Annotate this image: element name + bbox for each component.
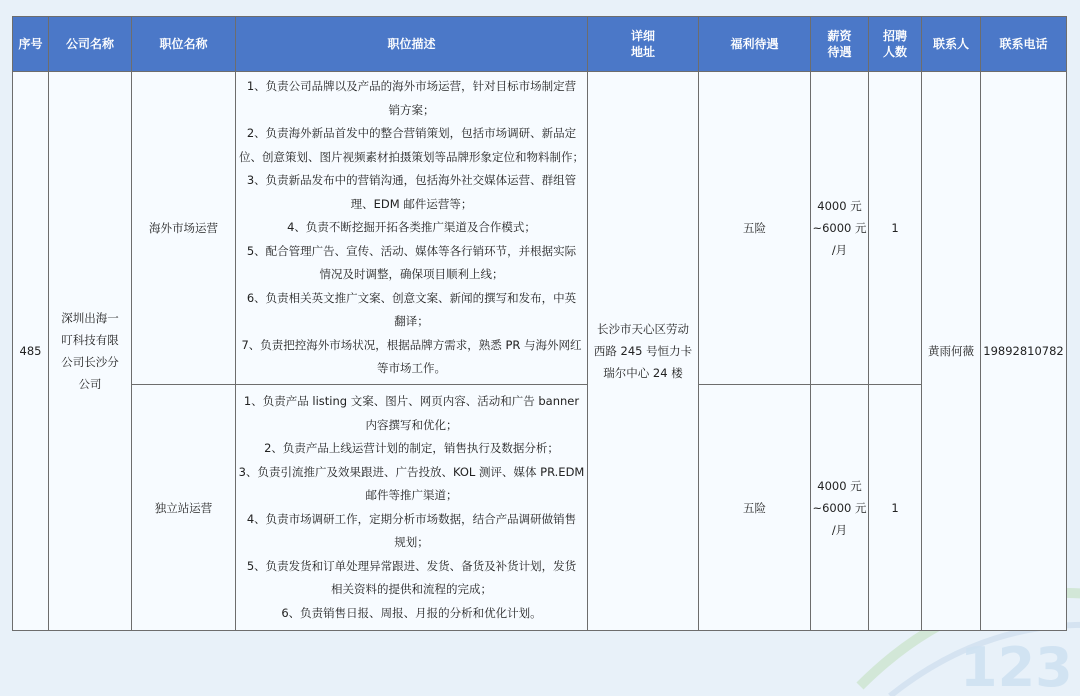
description-line: 6、负责销售日报、周报、月报的分析和优化计划。: [281, 605, 542, 620]
description-line: 4、负责不断挖掘开拓各类推广渠道及合作模式；: [287, 220, 536, 235]
job-headcount: 1: [869, 72, 922, 385]
job-benefits: 五险: [699, 385, 811, 631]
job-description: [236, 72, 588, 385]
header-phone: 联系电话: [981, 17, 1067, 72]
description-line: 4、负责市场调研工作，定期分析市场数据，结合产品调研做销售: [246, 511, 577, 526]
description-line: 销方案；: [388, 102, 435, 117]
description-line: 规划；: [394, 535, 429, 549]
job-salary: 4000 元 ~6000 元 /月: [811, 385, 869, 631]
record-company: 深圳出海一 叮科技有限 公司长沙分 公司: [49, 72, 132, 631]
description-line: 3、负责引流推广及效果跟进、广告投放、KOL 测评、媒体 PR.EDM: [238, 464, 585, 479]
description-line: 5、配合管理广告、宣传、活动、媒体等各行销环节，并根据实际: [246, 243, 577, 258]
record-address: 长沙市天心区劳动 西路 245 号恒力卡 瑞尔中心 24 楼: [588, 72, 699, 631]
description-line: 3、负责新品发布中的营销沟通，包括海外社交媒体运营、群组管: [246, 173, 577, 188]
header-contact: 联系人: [922, 17, 981, 72]
record-contact: 黄雨何薇: [922, 72, 981, 631]
header-address: 详细 地址: [588, 17, 699, 72]
header-position: 职位名称: [132, 17, 236, 72]
job-title: 海外市场运营: [132, 72, 236, 385]
header-description: 职位描述: [236, 17, 588, 72]
svg-text:123: 123: [960, 636, 1073, 696]
record-index: 485: [13, 72, 49, 631]
record-phone: 19892810782: [981, 72, 1067, 631]
header-index: 序号: [13, 17, 49, 72]
table-row: [13, 385, 1067, 631]
header-headcount: 招聘 人数: [869, 17, 922, 72]
header-benefits: 福利待遇: [699, 17, 811, 72]
description-line: 2、负责海外新品首发中的整合营销策划，包括市场调研、新品定: [246, 126, 577, 141]
header-salary: 薪资 待遇: [811, 17, 869, 72]
job-listing-table: [12, 16, 1067, 631]
description-line: 翻译；: [394, 314, 429, 329]
description-line: 相关资料的提供和流程的完成；: [331, 582, 492, 596]
job-salary: 4000 元 ~6000 元 /月: [811, 72, 869, 385]
header-row: [13, 17, 1067, 72]
job-headcount: 1: [869, 385, 922, 631]
description-line: 2、负责产品上线运营计划的制定，销售执行及数据分析；: [264, 441, 559, 455]
table-row: [13, 72, 1067, 385]
description-line: 1、负责公司品牌以及产品的海外市场运营，针对目标市场制定营: [246, 79, 577, 94]
description-line: 等市场工作。: [377, 361, 446, 376]
description-line: 5、负责发货和订单处理异常跟进、发货、备货及补货计划，发货: [246, 558, 577, 573]
description-line: 7、负责把控海外市场状况，根据品牌方需求，熟悉 PR 与海外网红: [241, 337, 582, 352]
job-description: [236, 385, 588, 631]
description-line: 理、EDM 邮件运营等；: [350, 196, 473, 211]
description-line: 内容撰写和优化；: [365, 417, 458, 432]
job-title: 独立站运营: [132, 385, 236, 631]
job-benefits: 五险: [699, 72, 811, 385]
description-line: 6、负责相关英文推广文案、创意文案、新闻的撰写和发布，中英: [246, 290, 577, 305]
header-company: 公司名称: [49, 17, 132, 72]
description-line: 1、负责产品 listing 文案、图片、网页内容、活动和广告 banner: [243, 394, 580, 408]
description-line: 情况及时调整，确保项目顺利上线；: [319, 267, 504, 282]
description-line: 邮件等推广渠道；: [365, 488, 458, 502]
description-line: 位、创意策划、图片视频素材拍摄策划等品牌形象定位和物料制作；: [239, 149, 584, 164]
